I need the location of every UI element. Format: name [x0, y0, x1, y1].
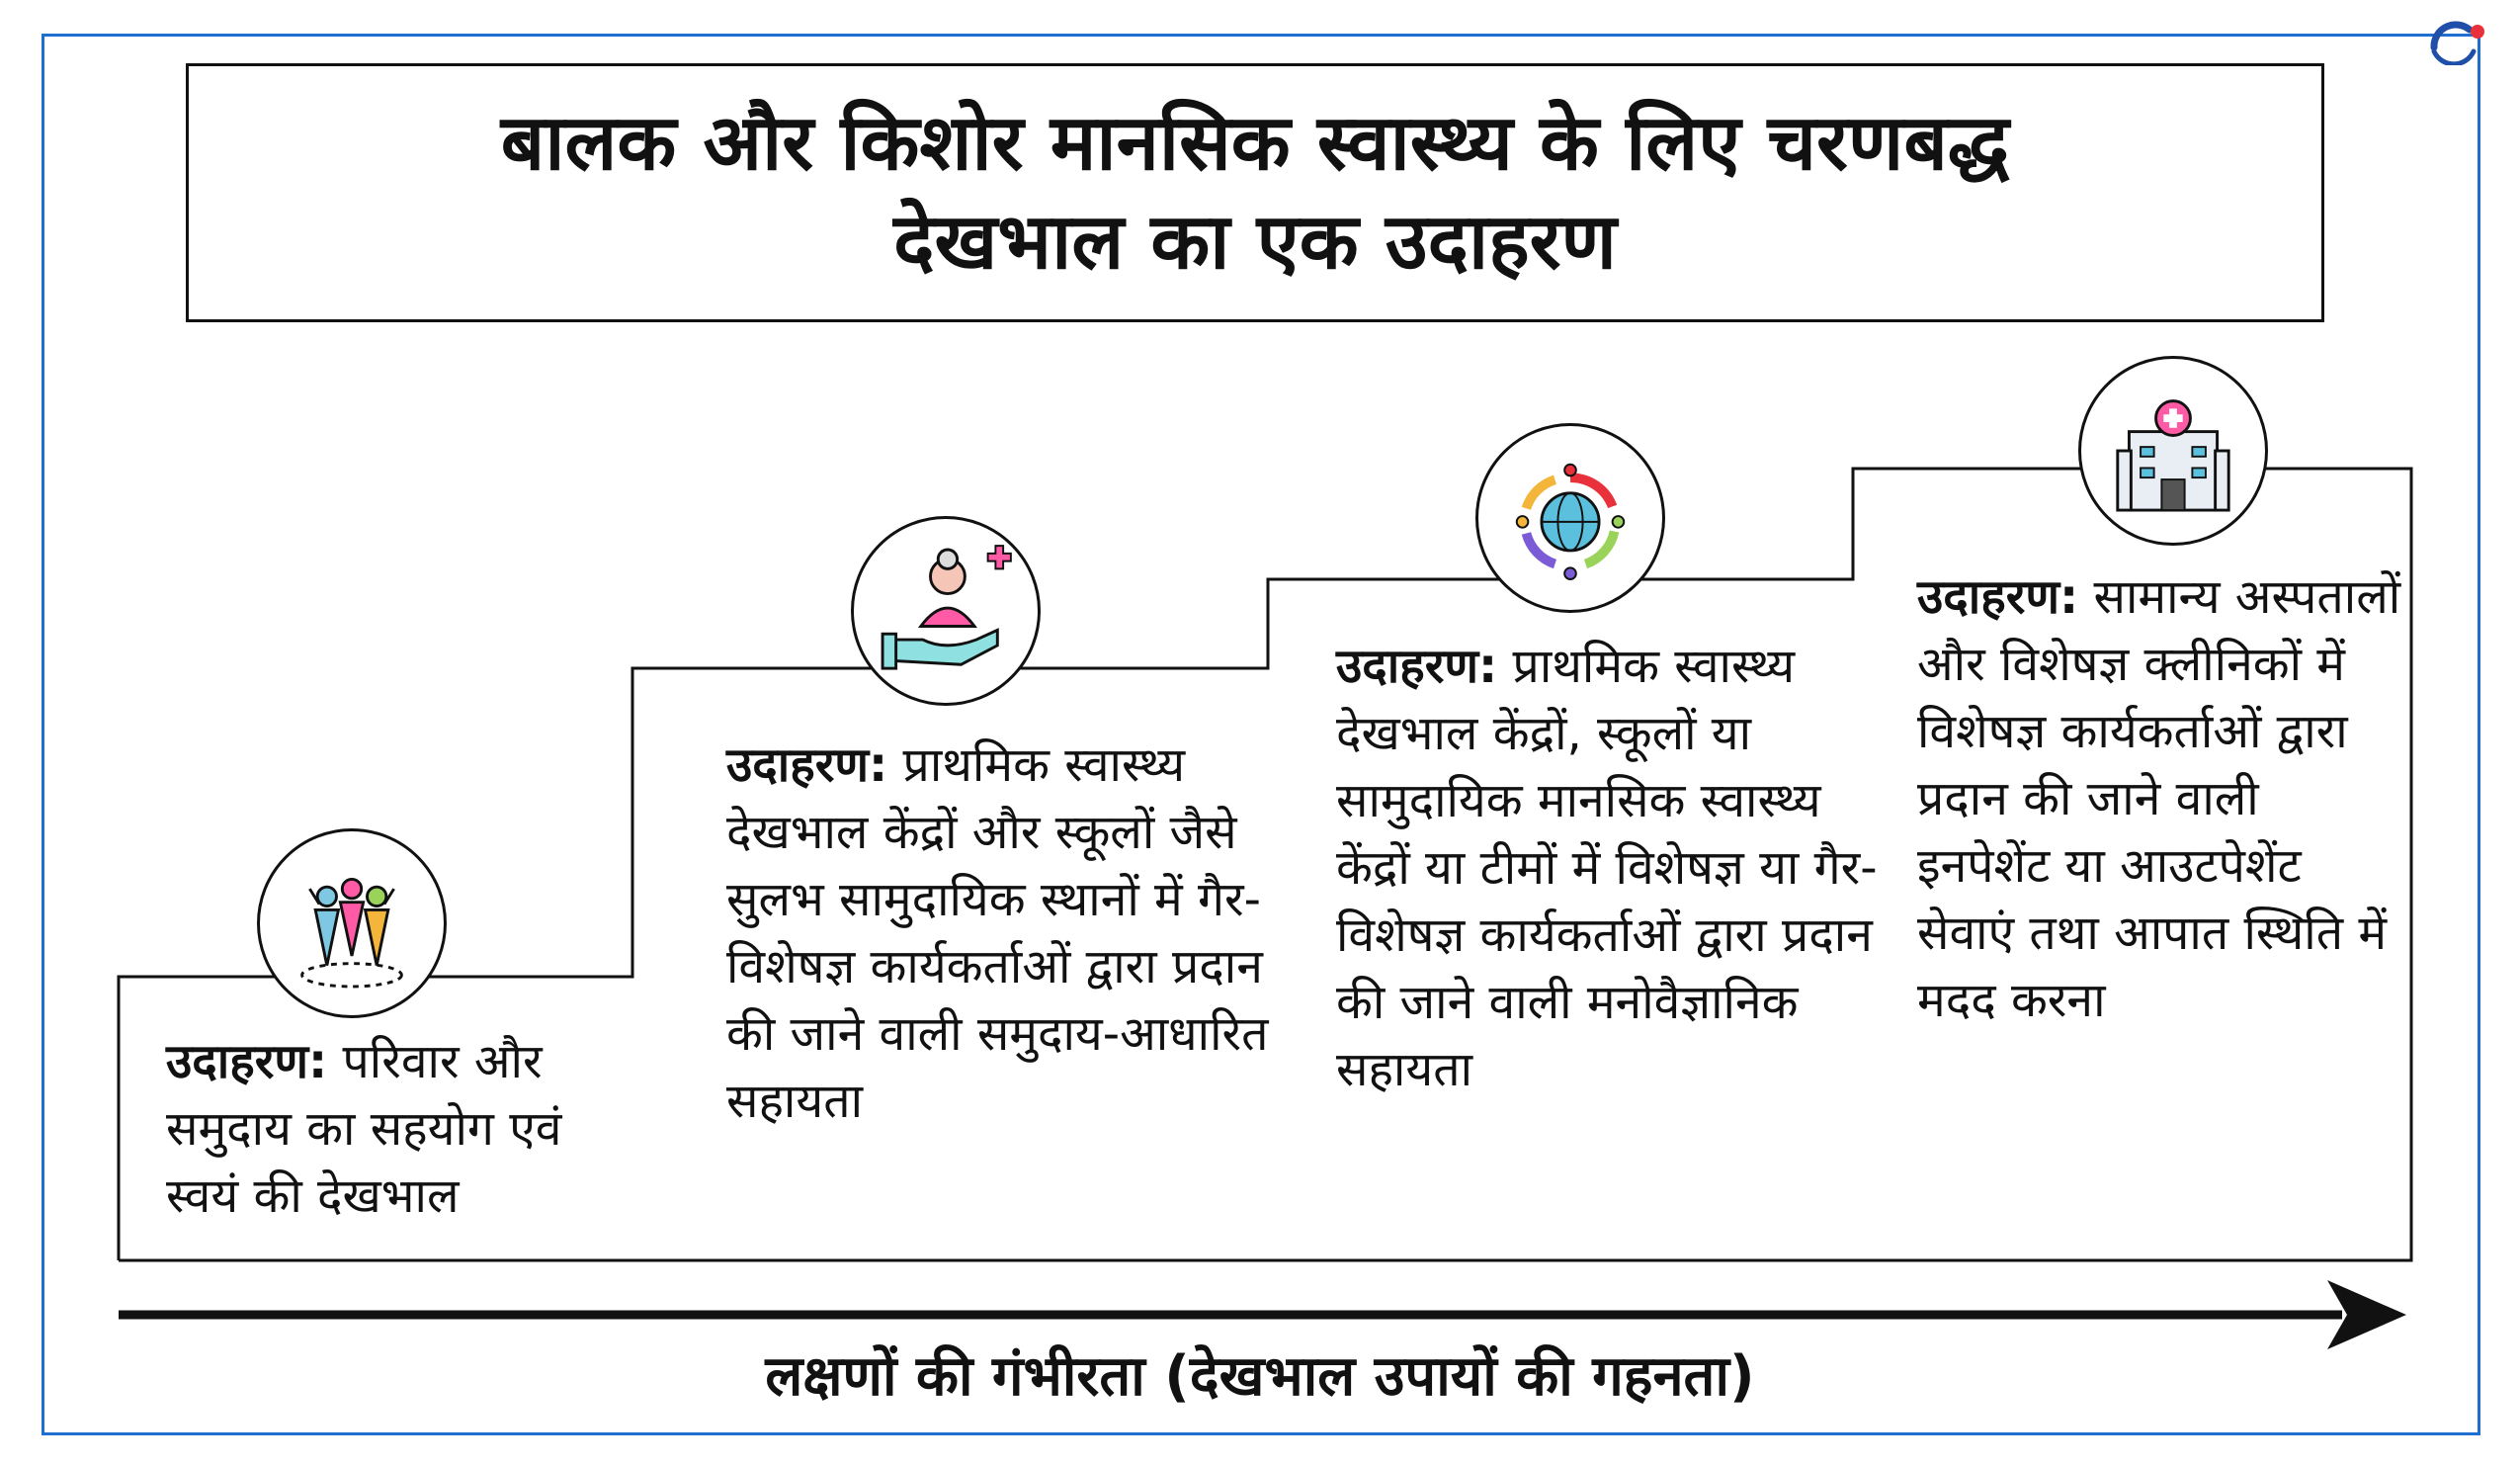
title-line-2: देखभाल का एक उदाहरण — [893, 198, 1617, 287]
step-1-icon-circle — [257, 828, 447, 1018]
step-1-label: उदाहरण: — [166, 1034, 328, 1089]
elder-care-icon — [854, 519, 1038, 703]
global-network-icon — [1478, 426, 1662, 610]
step-4-text — [1917, 563, 2401, 1034]
step-3-icon-circle — [1475, 423, 1665, 613]
title-line-1: बालक और किशोर मानसिक स्वास्थ्य के लिए चरणबद्ध — [500, 99, 2010, 188]
step-4-label: उदाहरण: — [1917, 569, 2079, 625]
community-support-icon — [260, 831, 444, 1015]
step-2-icon-circle — [851, 516, 1041, 706]
step-4-icon-circle — [2078, 356, 2268, 546]
step-3-label: उदाहरण: — [1336, 639, 1498, 694]
step-2-label: उदाहरण: — [726, 737, 888, 793]
step-2-description: प्राथमिक स्वास्थ्य देखभाल केंद्रों और स्कूलों जैसे सुलभ सामुदायिक स्थानों में गैर-विशेषज्ञ कार्यकर्ताओं द्वारा प्रदान की जाने वाली समुदाय-आधारित सहायता — [726, 737, 1269, 1129]
step-3-description: प्राथमिक स्वास्थ्य देखभाल केंद्रों, स्कूलों या सामुदायिक मानसिक स्वास्थ्य केंद्रों या टीमों में विशेषज्ञ या गैर-विशेषज्ञ कार्यकर्ताओं द्वारा प्रदान की जाने वाली मनोवैज्ञानिक सहायता — [1336, 639, 1878, 1097]
step-3-text — [1336, 633, 1890, 1103]
step-4-description: सामान्य अस्पतालों और विशेषज्ञ क्लीनिकों में विशेषज्ञ कार्यकर्ताओं द्वारा प्रदान की जाने वाली इनपेशेंट या आउटपेशेंट सेवाएं तथा आपात स्थिति में मदद करना — [1917, 569, 2401, 1028]
severity-axis-label: लक्षणों की गंभीरता (देखभाल उपायों की गहनता) — [765, 1344, 1755, 1409]
step-1-text — [166, 1028, 630, 1230]
hospital-icon — [2081, 359, 2265, 543]
step-1-description: परिवार और समुदाय का सहयोग एवं स्वयं की देखभाल — [166, 1034, 562, 1224]
step-2-text — [726, 732, 1300, 1135]
